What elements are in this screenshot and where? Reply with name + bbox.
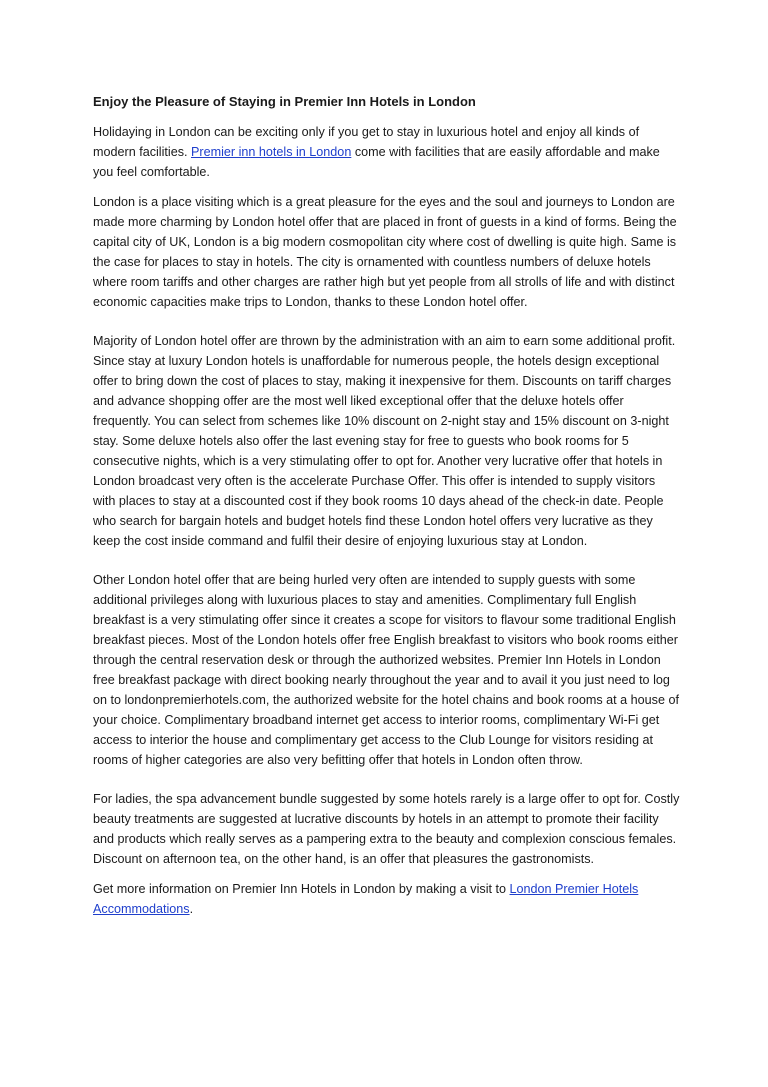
paragraph-spa-offers: For ladies, the spa advancement bundle suggested by some hotels rarely is a large offer to opt for. Costly beauty treatments are suggested at lucrative discounts by hotels in an attempt to promote their facility and products which really serves as a pampering extra to the beauty and complexion conscious females. Discount on afternoon tea, on the other hand, is an offer that pleasures the gastronomists. xyxy=(93,792,680,866)
london-premier-hotels-link[interactable]: London Premier Hotels Accommodations xyxy=(93,882,639,916)
paragraph-privileges: Other London hotel offer that are being hurled very often are intended to supply guests with some additional privileges along with luxurious places to stay and amenities. Complimentary full English breakfast is a very stimulating offer since it creates a scope for visitors to flavour some traditional English breakfast pieces. Most of the London hotels offer free English breakfast to visitors who book rooms either through the central reservation desk or through the authorized websites. Premier Inn Hotels in London free breakfast package with direct booking nearly throughout the year and to avail it you just need to log on to londonpremierhotels.com, the authorized website for the hotel chains and book rooms at a house of your choice. Complimentary broadband internet get access to interior rooms, complimentary Wi-Fi get access to interior the house and complimentary get access to the Club Lounge for visitors residing at rooms of higher categories are also very befitting offer that hotels in London often throw. xyxy=(93,573,679,767)
paragraph-more-info xyxy=(93,879,680,919)
paragraph-intro xyxy=(93,122,680,182)
page-title: Enjoy the Pleasure of Staying in Premier Inn Hotels in London xyxy=(93,94,476,109)
paragraph-more-info-text: Get more information on Premier Inn Hotels in London by making a visit to xyxy=(93,882,510,896)
paragraph-london-overview: London is a place visiting which is a great pleasure for the eyes and the soul and journeys to London are made more charming by London hotel offer that are placed in front of guests in a kind of forms. Being the capital city of UK, London is a big modern cosmopolitan city where cost of dwelling is quite high. Same is the case for places to stay in hotels. The city is ornamented with countless numbers of deluxe hotels where room tariffs and other charges are rather high but yet people from all strolls of life and with distinct economic capacities make trips to London, thanks to these London hotel offer. xyxy=(93,195,677,309)
premier-inn-hotels-link[interactable]: Premier inn hotels in London xyxy=(191,145,352,159)
paragraph-intro-text: Holidaying in London can be exciting only if you get to stay in luxurious hotel and enjoy all kinds of modern facilities. xyxy=(93,125,640,159)
paragraph-more-info-end: . xyxy=(189,902,194,916)
paragraph-hotel-offers: Majority of London hotel offer are thrown by the administration with an aim to earn some additional profit. Since stay at luxury London hotels is unaffordable for numerous people, the hotels design exceptional offer to bring down the cost of places to stay, making it inexpensive for them. Discounts on tariff charges and advance shopping offer are the most well liked exceptional offer that the deluxe hotels offer frequently. You can select from schemes like 10% discount on 2-night stay and 15% discount on 3-night stay. Some deluxe hotels also offer the last evening stay for free to guests who book rooms for 5 consecutive nights, which is a very stimulating offer to opt for. Another very lucrative offer that hotels in London broadcast very often is the accelerate Purchase Offer. This offer is intended to supply visitors with places to stay at a discounted cost if they book rooms 10 days ahead of the check-in date. People who search for bargain hotels and budget hotels find these London hotel offers very lucrative as they keep the cost inside command and fulfil their desire of enjoying luxurious stay at London. xyxy=(93,334,676,548)
paragraph-intro-text-end: come with facilities that are easily affordable and make you feel comfortable. xyxy=(93,145,660,179)
